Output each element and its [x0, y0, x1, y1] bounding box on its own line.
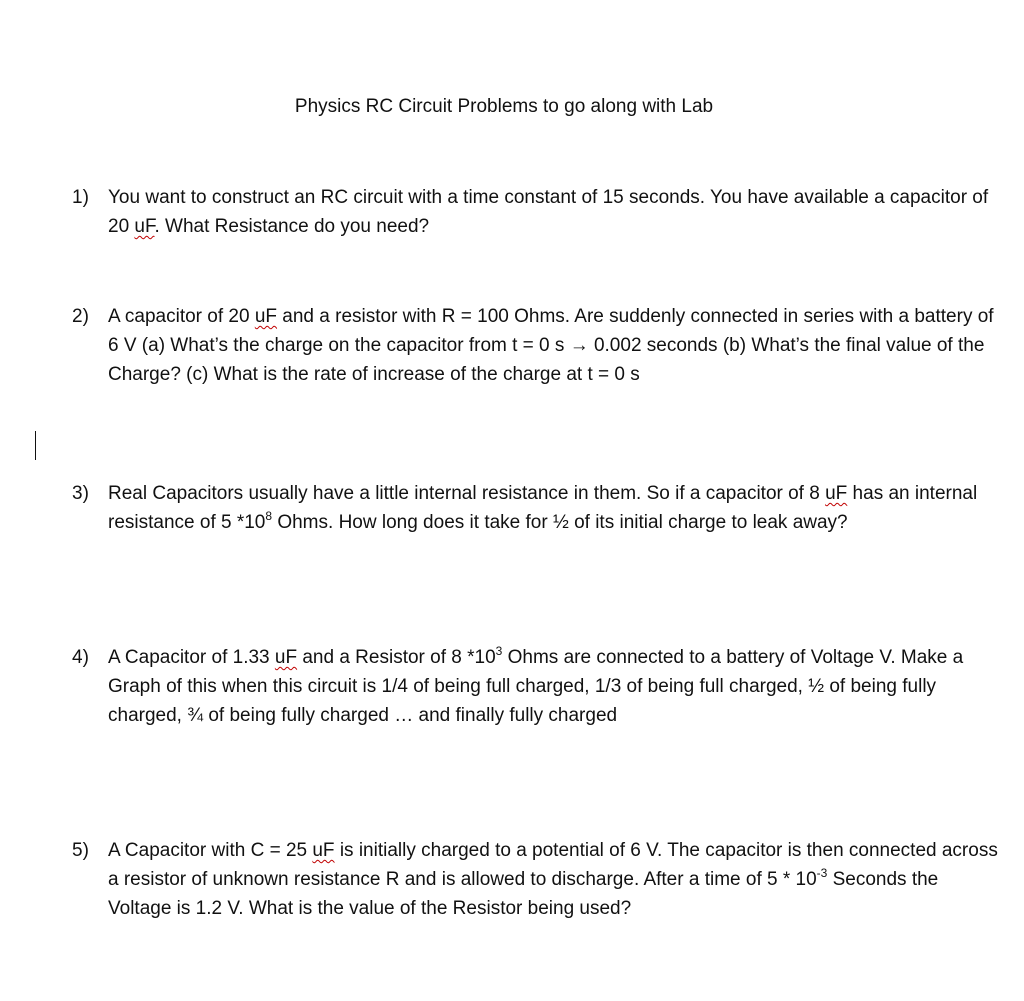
problem-number: 1) — [72, 187, 89, 208]
problem-number: 4) — [72, 647, 89, 668]
text-segment: Ohms. How long does it take for ½ of its initial charge to leak away? — [272, 512, 848, 533]
problem-1 — [72, 183, 1002, 241]
text-segment: and a resistor with R = 100 Ohms. Are suddenly connected in series with a battery of 6 V (a) What’s the charge on the capacitor from t = 0 s — [108, 306, 994, 356]
text-segment: A capacitor of 20 — [108, 306, 255, 327]
text-segment: A Capacitor of 1.33 — [108, 647, 275, 668]
exponent: -3 — [816, 865, 828, 880]
text-segment: is initially charged to a potential of 6 V. The capacitor is then connected across a resistor of unknown resistance R and is allowed to discharge. After a time of 5 * 10 — [108, 840, 998, 890]
text-segment: Ohms are connected to a battery of Voltage V. Make a Graph of this when this circuit is 1/4 of being full charged, 1/3 of being full charged, ½ of being fully charged, ¾ of being fully charged … and finally fully charged — [108, 647, 964, 726]
exponent: 3 — [495, 643, 503, 658]
right-arrow-icon: → — [569, 335, 589, 356]
text-segment: 0.002 seconds (b) What’s the final value of the Charge? (c) What is the rate of increase of the charge at t = 0 s — [108, 335, 985, 385]
spellcheck-unit-uf[interactable]: uF — [274, 647, 298, 668]
spellcheck-unit-uf[interactable]: uF — [254, 306, 278, 327]
problem-text — [108, 836, 1002, 923]
text-cursor — [35, 431, 36, 460]
text-segment: You want to construct an RC circuit with a time constant of 15 seconds. You have available a capacitor of 20 — [108, 187, 989, 237]
problem-number: 2) — [72, 306, 89, 327]
problem-text — [108, 479, 1002, 537]
spellcheck-unit-uf[interactable]: uF — [134, 216, 155, 237]
spellcheck-unit-uf[interactable]: uF — [312, 840, 335, 861]
problem-4 — [72, 643, 1002, 730]
text-segment: Real Capacitors usually have a little internal resistance in them. So if a capacitor of 8 — [108, 483, 826, 504]
exponent: 8 — [265, 508, 273, 523]
text-segment: has an internal resistance of 5 *10 — [108, 483, 978, 533]
text-segment: . What Resistance do you need? — [154, 216, 430, 237]
text-segment: Seconds the Voltage is 1.2 V. What is the value of the Resistor being used? — [108, 869, 939, 919]
problem-number: 3) — [72, 483, 89, 504]
problem-5 — [72, 836, 1002, 923]
problem-number: 5) — [72, 840, 89, 861]
problem-3 — [72, 479, 1002, 537]
page-title: Physics RC Circuit Problems to go along with Lab — [294, 96, 714, 117]
problem-text — [108, 183, 1002, 241]
text-segment: A Capacitor with C = 25 — [108, 840, 313, 861]
problem-text — [108, 643, 1002, 730]
spellcheck-unit-uf[interactable]: uF — [825, 483, 848, 504]
problem-2 — [72, 302, 1002, 389]
problem-text — [108, 302, 1002, 389]
text-segment: and a Resistor of 8 *10 — [297, 647, 496, 668]
